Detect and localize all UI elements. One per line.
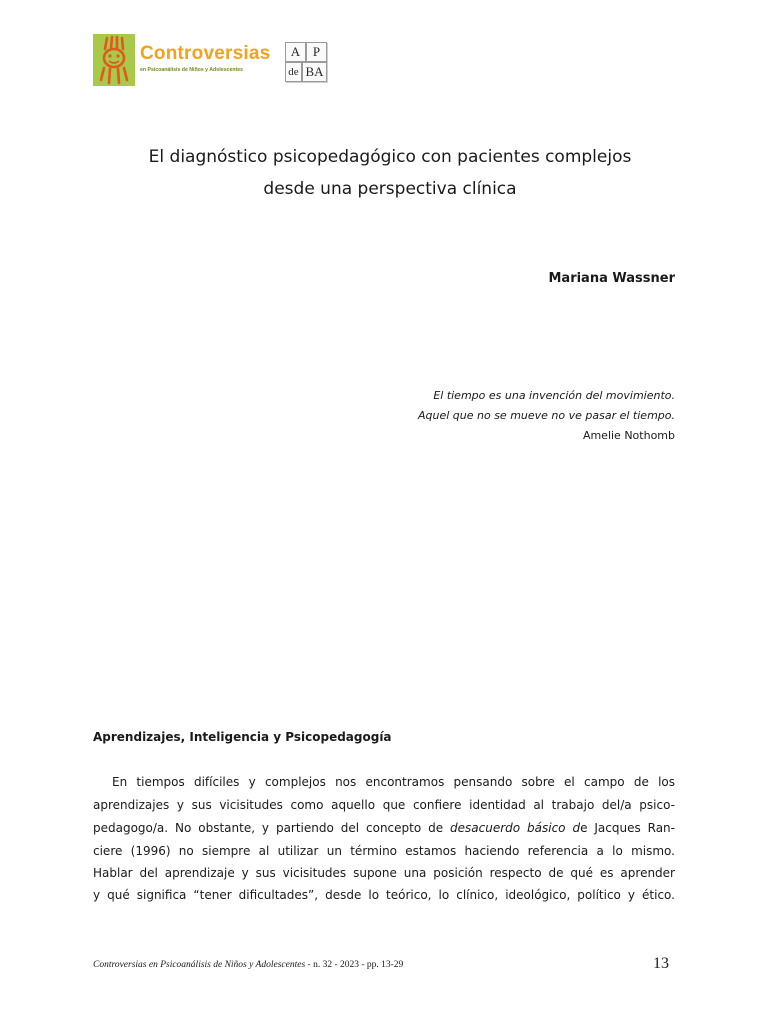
footer-issue: - n. 32 - 2023 - pp. 13-29 [305, 960, 404, 970]
apdeba-logo [285, 42, 329, 82]
body-line-3-start: pedagogo/a. No obstante, y partiendo del concepto de [93, 821, 444, 835]
epigraph-line-2: Aquel que no se mueve no ve pasar el tiempo. [417, 409, 675, 422]
body-line-2: aprendizajes y sus vicisitudes como aquello que confiere identidad al trabajo del/a psico- [93, 798, 675, 812]
page-number: 13 [653, 955, 669, 972]
section-heading: Aprendizajes, Inteligencia y Psicopedagogía [93, 730, 392, 744]
apdeba-p: P [306, 42, 327, 62]
logo-name: Controversias [140, 43, 271, 64]
epigraph-attribution: Amelie Nothomb [582, 429, 675, 442]
apdeba-ba: BA [302, 62, 327, 82]
author-name: Mariana Wassner [548, 271, 675, 286]
article-title-line-2: desde una perspectiva clínica [263, 179, 517, 199]
body-line-3-italic: desacuerdo básico d [450, 821, 581, 835]
apdeba-de: de [285, 62, 302, 82]
footer-citation [93, 960, 403, 970]
article-title-line-1: El diagnóstico psicopedagógico con pacientes complejos [148, 147, 632, 167]
body-line-5: Hablar del aprendizaje y sus vicisitudes supone una posición respecto de qué es aprender [93, 866, 675, 880]
epigraph-line-1: El tiempo es una invención del movimiento. [433, 389, 675, 402]
apdeba-a: A [285, 42, 306, 62]
child-figure-icon [93, 34, 135, 86]
body-line-4: ciere (1996) no siempre al utilizar un término estamos haciendo referencia a lo mismo. [93, 844, 675, 858]
body-line-6: y qué significa “tener dificultades”, desde lo teórico, lo clínico, ideológico, político y ético. [93, 888, 675, 902]
body-line-3-end: e Jacques Ran- [580, 821, 675, 835]
journal-logo [93, 34, 333, 88]
body-line-3 [93, 820, 675, 836]
body-line-1: En tiempos difíciles y complejos nos encontramos pensando sobre el campo de los [112, 775, 675, 789]
footer-journal: Controversias en Psicoanálisis de Niños y Adolescentes [93, 960, 306, 970]
logo-figure-icon [93, 34, 135, 86]
logo-subtitle: en Psicoanálisis de Niños y Adolescentes [140, 67, 244, 73]
